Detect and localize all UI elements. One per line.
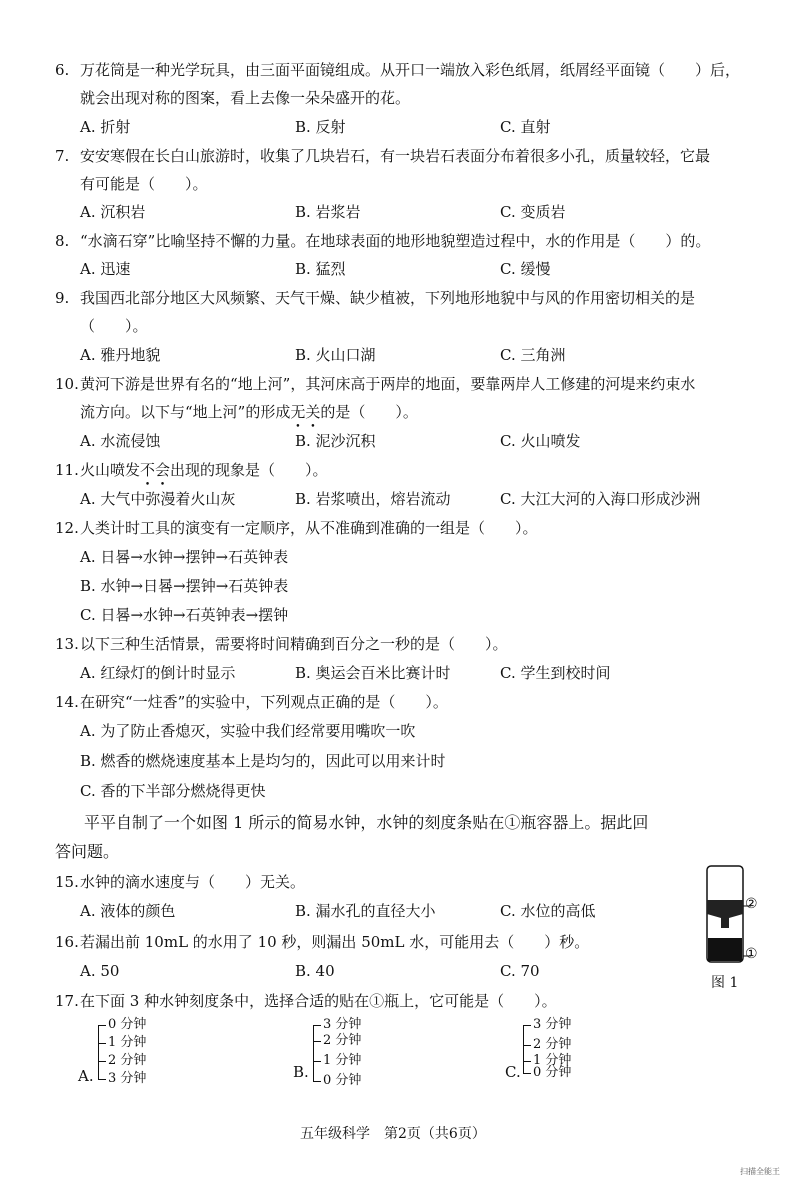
- scale-a-tick: 2 分钟: [98, 1054, 146, 1068]
- q8-stem-line1: “水滴石穿”比喻坚持不懈的力量。在地球表面的地形地貌塑造过程中，水的作用是（ ）的。: [80, 232, 711, 250]
- q9-stem-line1: 我国西北部分地区大风频繁、天气干燥、缺少植被，下列地形地貌中与风的作用密切相关的是: [80, 289, 696, 307]
- q17-stem-line1: 在下面 3 种水钟刻度条中，选择合适的贴在①瓶上，它可能是（ ）。: [80, 992, 557, 1010]
- q10-stem-line2: 流方向。以下与“地上河”的形成无关的是（ ）。: [80, 403, 418, 421]
- scale-c-tick: 1 分钟: [523, 1054, 571, 1068]
- q10-stem-line1: 黄河下游是世界有名的“地上河”，其河床高于两岸的地面，要靠两岸人工修建的河堤来约束水: [80, 375, 696, 393]
- q15-option-b: B. 漏水孔的直径大小: [295, 902, 436, 920]
- q13-stem-line1: 以下三种生活情景，需要将时间精确到百分之一秒的是（ ）。: [80, 635, 508, 653]
- scale-b-tick: 2 分钟: [313, 1034, 361, 1048]
- q13-option-a: A. 红绿灯的倒计时显示: [80, 664, 236, 682]
- q6-stem-line2: 就会出现对称的图案，看上去像一朵朵盛开的花。: [80, 89, 411, 107]
- intro-line2: 答问题。: [55, 842, 120, 861]
- scale-a-tick: 0 分钟: [98, 1018, 146, 1032]
- scale-a-tick: 1 分钟: [98, 1036, 146, 1050]
- q10-number: 10.: [55, 375, 79, 393]
- q13-option-c: C. 学生到校时间: [500, 664, 611, 682]
- scale-b-tick: 3 分钟: [313, 1018, 361, 1032]
- q14-option-a: A. 为了防止香熄灭，实验中我们经常要用嘴吹一吹: [80, 722, 416, 740]
- q13-option-b: B. 奥运会百米比赛计时: [295, 664, 451, 682]
- q8-option-b: B. 猛烈: [295, 260, 346, 278]
- scale-a-letter: A.: [78, 1067, 94, 1085]
- q10-option-b: B. 泥沙沉积: [295, 432, 376, 450]
- scale-c-tick: 0 分钟: [523, 1066, 571, 1080]
- q10-option-c: C. 火山喷发: [500, 432, 581, 450]
- intro-line1: 平平自制了一个如图 1 所示的简易水钟，水钟的刻度条贴在①瓶容器上。据此回: [84, 813, 649, 832]
- q11-number: 11.: [55, 461, 79, 479]
- q7-option-c: C. 变质岩: [500, 203, 566, 221]
- upper-bottle-water: [707, 900, 743, 928]
- scale-c-letter: C.: [505, 1063, 521, 1081]
- figure-label-2: ②: [745, 896, 758, 912]
- q16-option-a: A. 50: [80, 962, 120, 980]
- q6-option-c: C. 直射: [500, 118, 551, 136]
- q6-option-b: B. 反射: [295, 118, 346, 136]
- q8-option-c: C. 缓慢: [500, 260, 551, 278]
- q11-option-c: C. 大江大河的入海口形成沙洲: [500, 490, 701, 508]
- q15-option-c: C. 水位的高低: [500, 902, 596, 920]
- q14-number: 14.: [55, 693, 79, 711]
- q7-number: 7.: [55, 147, 70, 165]
- q7-stem-line2: 有可能是（ ）。: [80, 175, 208, 193]
- q6-number: 6.: [55, 61, 70, 79]
- q9-option-a: A. 雅丹地貌: [80, 346, 161, 364]
- q13-number: 13.: [55, 635, 79, 653]
- q10-option-a: A. 水流侵蚀: [80, 432, 161, 450]
- q12-option-b: B. 水钟→日晷→摆钟→石英钟表: [80, 577, 289, 595]
- q6-option-a: A. 折射: [80, 118, 131, 136]
- q17-number: 17.: [55, 992, 79, 1010]
- scale-b: [313, 1018, 361, 1088]
- q12-option-a: A. 日晷→水钟→摆钟→石英钟表: [80, 548, 289, 566]
- q16-option-b: B. 40: [295, 962, 335, 980]
- q16-option-c: C. 70: [500, 962, 540, 980]
- q16-stem-line1: 若漏出前 10mL 的水用了 10 秒，则漏出 50mL 水，可能用去（ ）秒。: [80, 933, 590, 951]
- q15-stem-line1: 水钟的滴水速度与（ ）无关。: [80, 873, 306, 891]
- q11-option-b: B. 岩浆喷出，熔岩流动: [295, 490, 451, 508]
- q8-option-a: A. 迅速: [80, 260, 131, 278]
- scale-c-tick: 2 分钟: [523, 1038, 571, 1052]
- q14-option-b: B. 燃香的燃烧速度基本上是均匀的，因此可以用来计时: [80, 752, 446, 770]
- q9-number: 9.: [55, 289, 70, 307]
- q12-number: 12.: [55, 519, 79, 537]
- q11-stem-line1: 火山喷发不会出现的现象是（ ）。: [80, 461, 328, 479]
- q14-option-c: C. 香的下半部分燃烧得更快: [80, 782, 266, 800]
- q15-option-a: A. 液体的颜色: [80, 902, 176, 920]
- q12-stem-line1: 人类计时工具的演变有一定顺序，从不准确到准确的一组是（ ）。: [80, 519, 538, 537]
- q9-option-c: C. 三角洲: [500, 346, 566, 364]
- page-footer: 五年级科学 第2页（共6页）: [300, 1126, 486, 1142]
- q9-stem-line2: （ ）。: [80, 317, 148, 335]
- figure-label-1: ①: [745, 946, 758, 962]
- scale-a: [98, 1018, 146, 1086]
- scale-b-tick: 1 分钟: [313, 1054, 361, 1068]
- q7-option-b: B. 岩浆岩: [295, 203, 361, 221]
- q14-stem-line1: 在研究“一炷香”的实验中，下列观点正确的是（ ）。: [80, 693, 448, 711]
- q6-stem-line1: 万花筒是一种光学玩具，由三面平面镜组成。从开口一端放入彩色纸屑，纸屑经平面镜（ ）后，: [80, 61, 741, 79]
- q16-number: 16.: [55, 933, 79, 951]
- scanner-watermark: 扫描全能王: [740, 1167, 780, 1176]
- q9-option-b: B. 火山口湖: [295, 346, 376, 364]
- q15-number: 15.: [55, 873, 79, 891]
- q12-option-c: C. 日晷→水钟→石英钟表→摆钟: [80, 606, 289, 624]
- scale-c: [523, 1018, 571, 1080]
- scale-c-tick: 3 分钟: [523, 1018, 571, 1032]
- scale-a-tick: 3 分钟: [98, 1072, 146, 1086]
- q11-option-a: A. 大气中弥漫着火山灰: [80, 490, 236, 508]
- lower-bottle-water: [708, 938, 742, 961]
- q8-number: 8.: [55, 232, 70, 250]
- q7-stem-line1: 安安寒假在长白山旅游时，收集了几块岩石，有一块岩石表面分布着很多小孔，质量较轻，它最: [80, 147, 711, 165]
- scale-b-tick: 0 分钟: [313, 1074, 361, 1088]
- figure-caption: 图 1: [711, 975, 739, 991]
- q7-option-a: A. 沉积岩: [80, 203, 146, 221]
- scale-b-letter: B.: [293, 1063, 309, 1081]
